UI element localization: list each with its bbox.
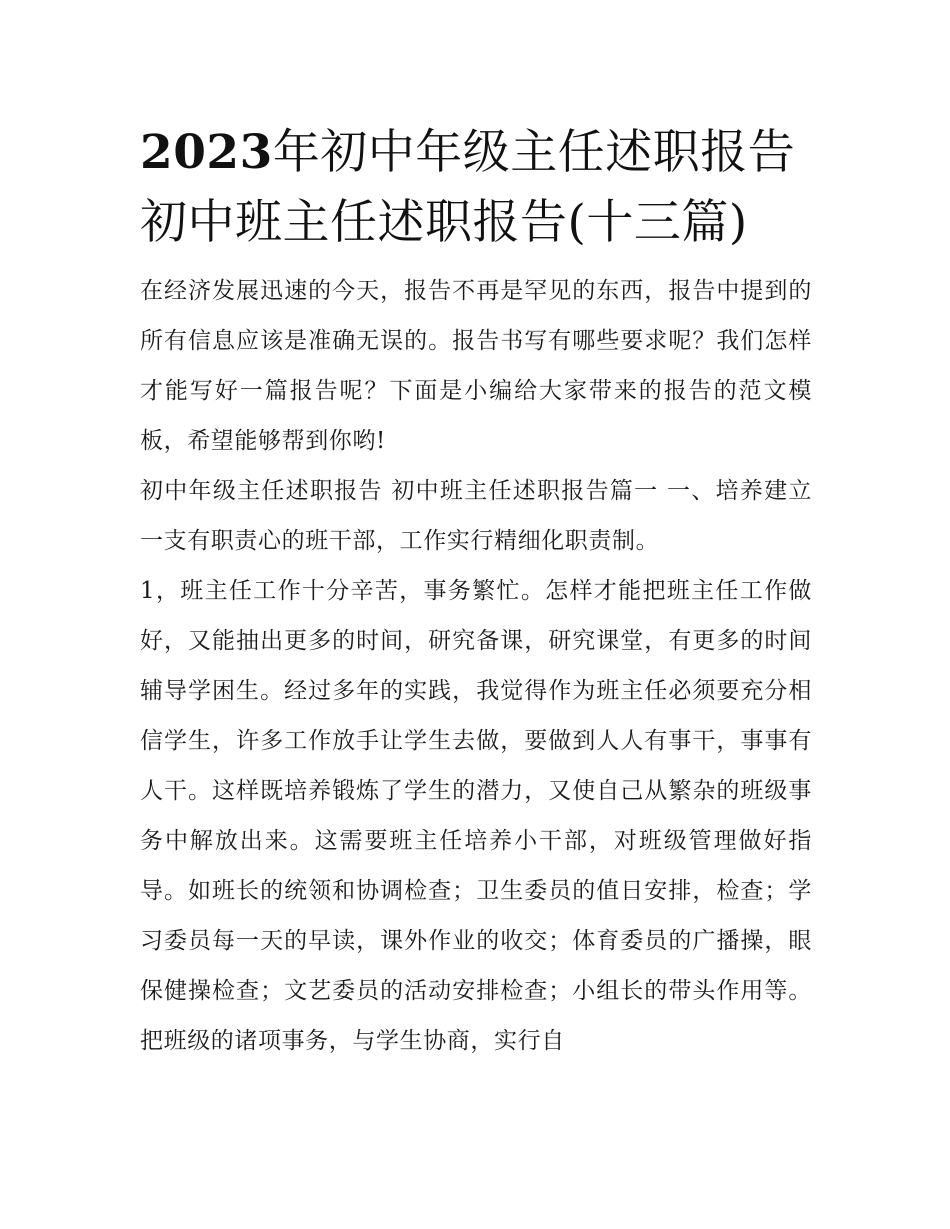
document-title xyxy=(140,118,812,258)
title-year: 2023 xyxy=(140,125,273,180)
body-paragraph: 1，班主任工作十分辛苦，事务繁忙。怎样才能把班主任工作做好，又能抽出更多的时间，研究备课，研究课堂，有更多的时间辅导学困生。经过多年的实践，我觉得作为班主任必须要充分相信学生，许多工作放手让学生去做，要做到人人有事干，事事有人干。这样既培养锻炼了学生的潜力，又使自己从繁杂的班级事务中解放出来。这需要班主任培养小干部，对班级管理做好指导。如班长的统领和协调检查；卫生委员的值日安排，检查；学习委员每一天的早读，课外作业的收交；体育委员的广播操，眼保健操检查；文艺委员的活动安排检查；小组长的带头作用等。把班级的诸项事务，与学生协商，实行自 xyxy=(140,578,812,1054)
section-heading-paragraph: 初中年级主任述职报告 初中班主任述职报告篇一 一、培养建立一支有职责心的班干部，工作实行精细化职责制。 xyxy=(140,478,812,554)
title-line-2: 初中班主任述职报告(十三篇) xyxy=(140,195,748,250)
document-content xyxy=(140,118,812,1066)
title-line-1 xyxy=(140,118,812,188)
intro-paragraph: 在经济发展迅速的今天，报告不再是罕见的东西，报告中提到的所有信息应该是准确无误的。报告书写有哪些要求呢？我们怎样才能写好一篇报告呢？下面是小编给大家带来的报告的范文模板，希望能够帮到你哟! xyxy=(140,278,812,454)
title-line-1-text: 年初中年级主任述职报告 xyxy=(272,125,796,180)
